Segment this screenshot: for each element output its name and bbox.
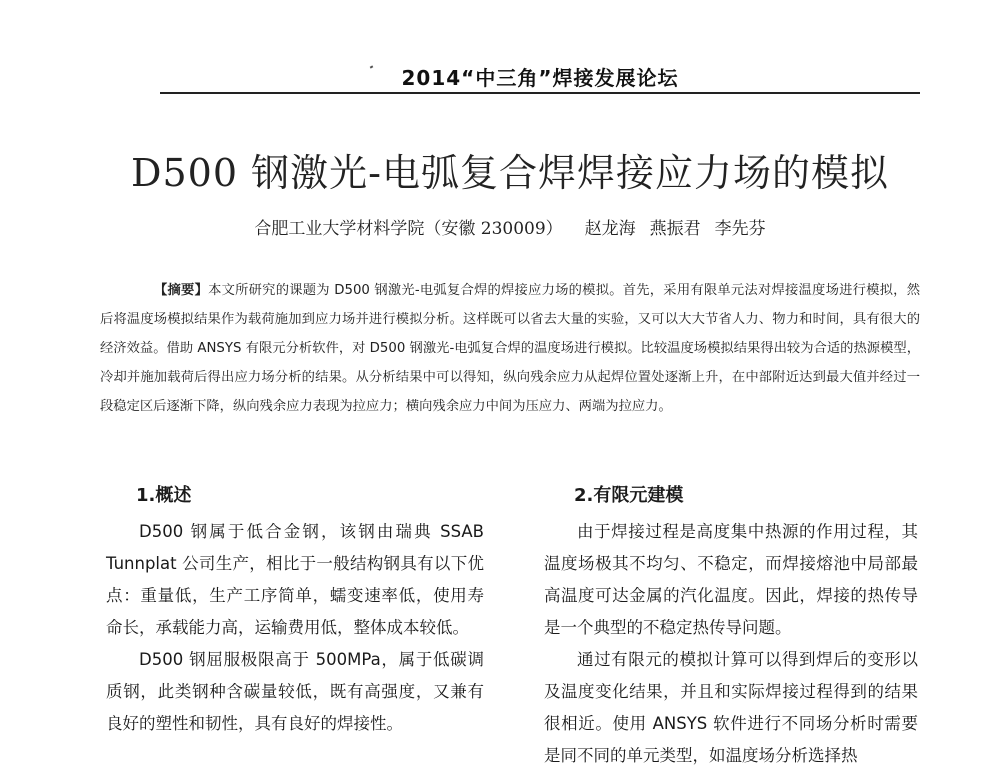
affiliation: 合肥工业大学材料学院（安徽 230009） — [254, 219, 563, 239]
author-name: 李先芬 — [714, 219, 766, 239]
paragraph: 通过有限元的模拟计算可以得到焊后的变形以及温度变化结果，并且和实际焊接过程得到的结果很相近。使用 ANSYS 软件进行不同场分析时需要是同不同的单元类型，如温度场分析选择热 — [544, 650, 918, 765]
abstract-label: 【摘要】 — [154, 283, 209, 298]
abstract — [100, 276, 920, 421]
paragraph: D500 钢属于低合金钢，该钢由瑞典 SSAB Tunnplat 公司生产，相比于一般结构钢具有以下优点：重量低，生产工序简单，蠕变速率低，使用寿命长，承载能力高，运输费用低，整体成本较低。 — [106, 522, 484, 637]
abstract-text: 本文所研究的课题为 D500 钢激光-电弧复合焊的焊接应力场的模拟。首先，采用有限单元法对焊接温度场进行模拟，然后将温度场模拟结果作为载荷施加到应力场并进行模拟分析。这样既可以省去大量的实验，又可以大大节省人力、物力和时间，具有很大的经济效益。借助 ANSYS 有限元分析软件，对 D500 钢激光-电弧复合焊的温度场进行模拟。比较温度场模拟结果得出较为合适的热源模型，冷却并施加载荷后得出应力场分析的结果。从分析结果中可以得知，纵向残余应力从起焊位置处逐渐上升，在中部附近达到最大值并经过一段稳定区后逐渐下降，纵向残余应力表现为拉应力；横向残余应力中间为压应力、两端为拉应力。 — [100, 283, 920, 414]
header-rule — [160, 92, 920, 94]
paper-title: D500 钢激光-电弧复合焊焊接应力场的模拟 — [131, 151, 889, 195]
running-header: 2014“中三角”焊接发展论坛 — [401, 66, 679, 90]
author-name: 燕振君 — [649, 219, 701, 239]
author-name: 赵龙海 — [584, 219, 636, 239]
affiliation-line — [100, 214, 920, 239]
paragraph: D500 钢屈服极限高于 500MPa，属于低碳调质钢，此类钢种含碳量较低，既有高强度，又兼有良好的塑性和韧性，具有良好的焊接性。 — [106, 650, 484, 733]
right-column — [544, 482, 918, 772]
paragraph: 由于焊接过程是高度集中热源的作用过程，其温度场极其不均匀、不稳定，而焊接熔池中局部最高温度可达金属的汽化温度。因此，焊接的热传导是一个典型的不稳定热传导问题。 — [544, 522, 918, 637]
section-heading-fem-modeling: 2.有限元建模 — [574, 485, 684, 506]
section-heading-overview: 1.概述 — [136, 485, 192, 506]
left-column — [106, 482, 484, 740]
